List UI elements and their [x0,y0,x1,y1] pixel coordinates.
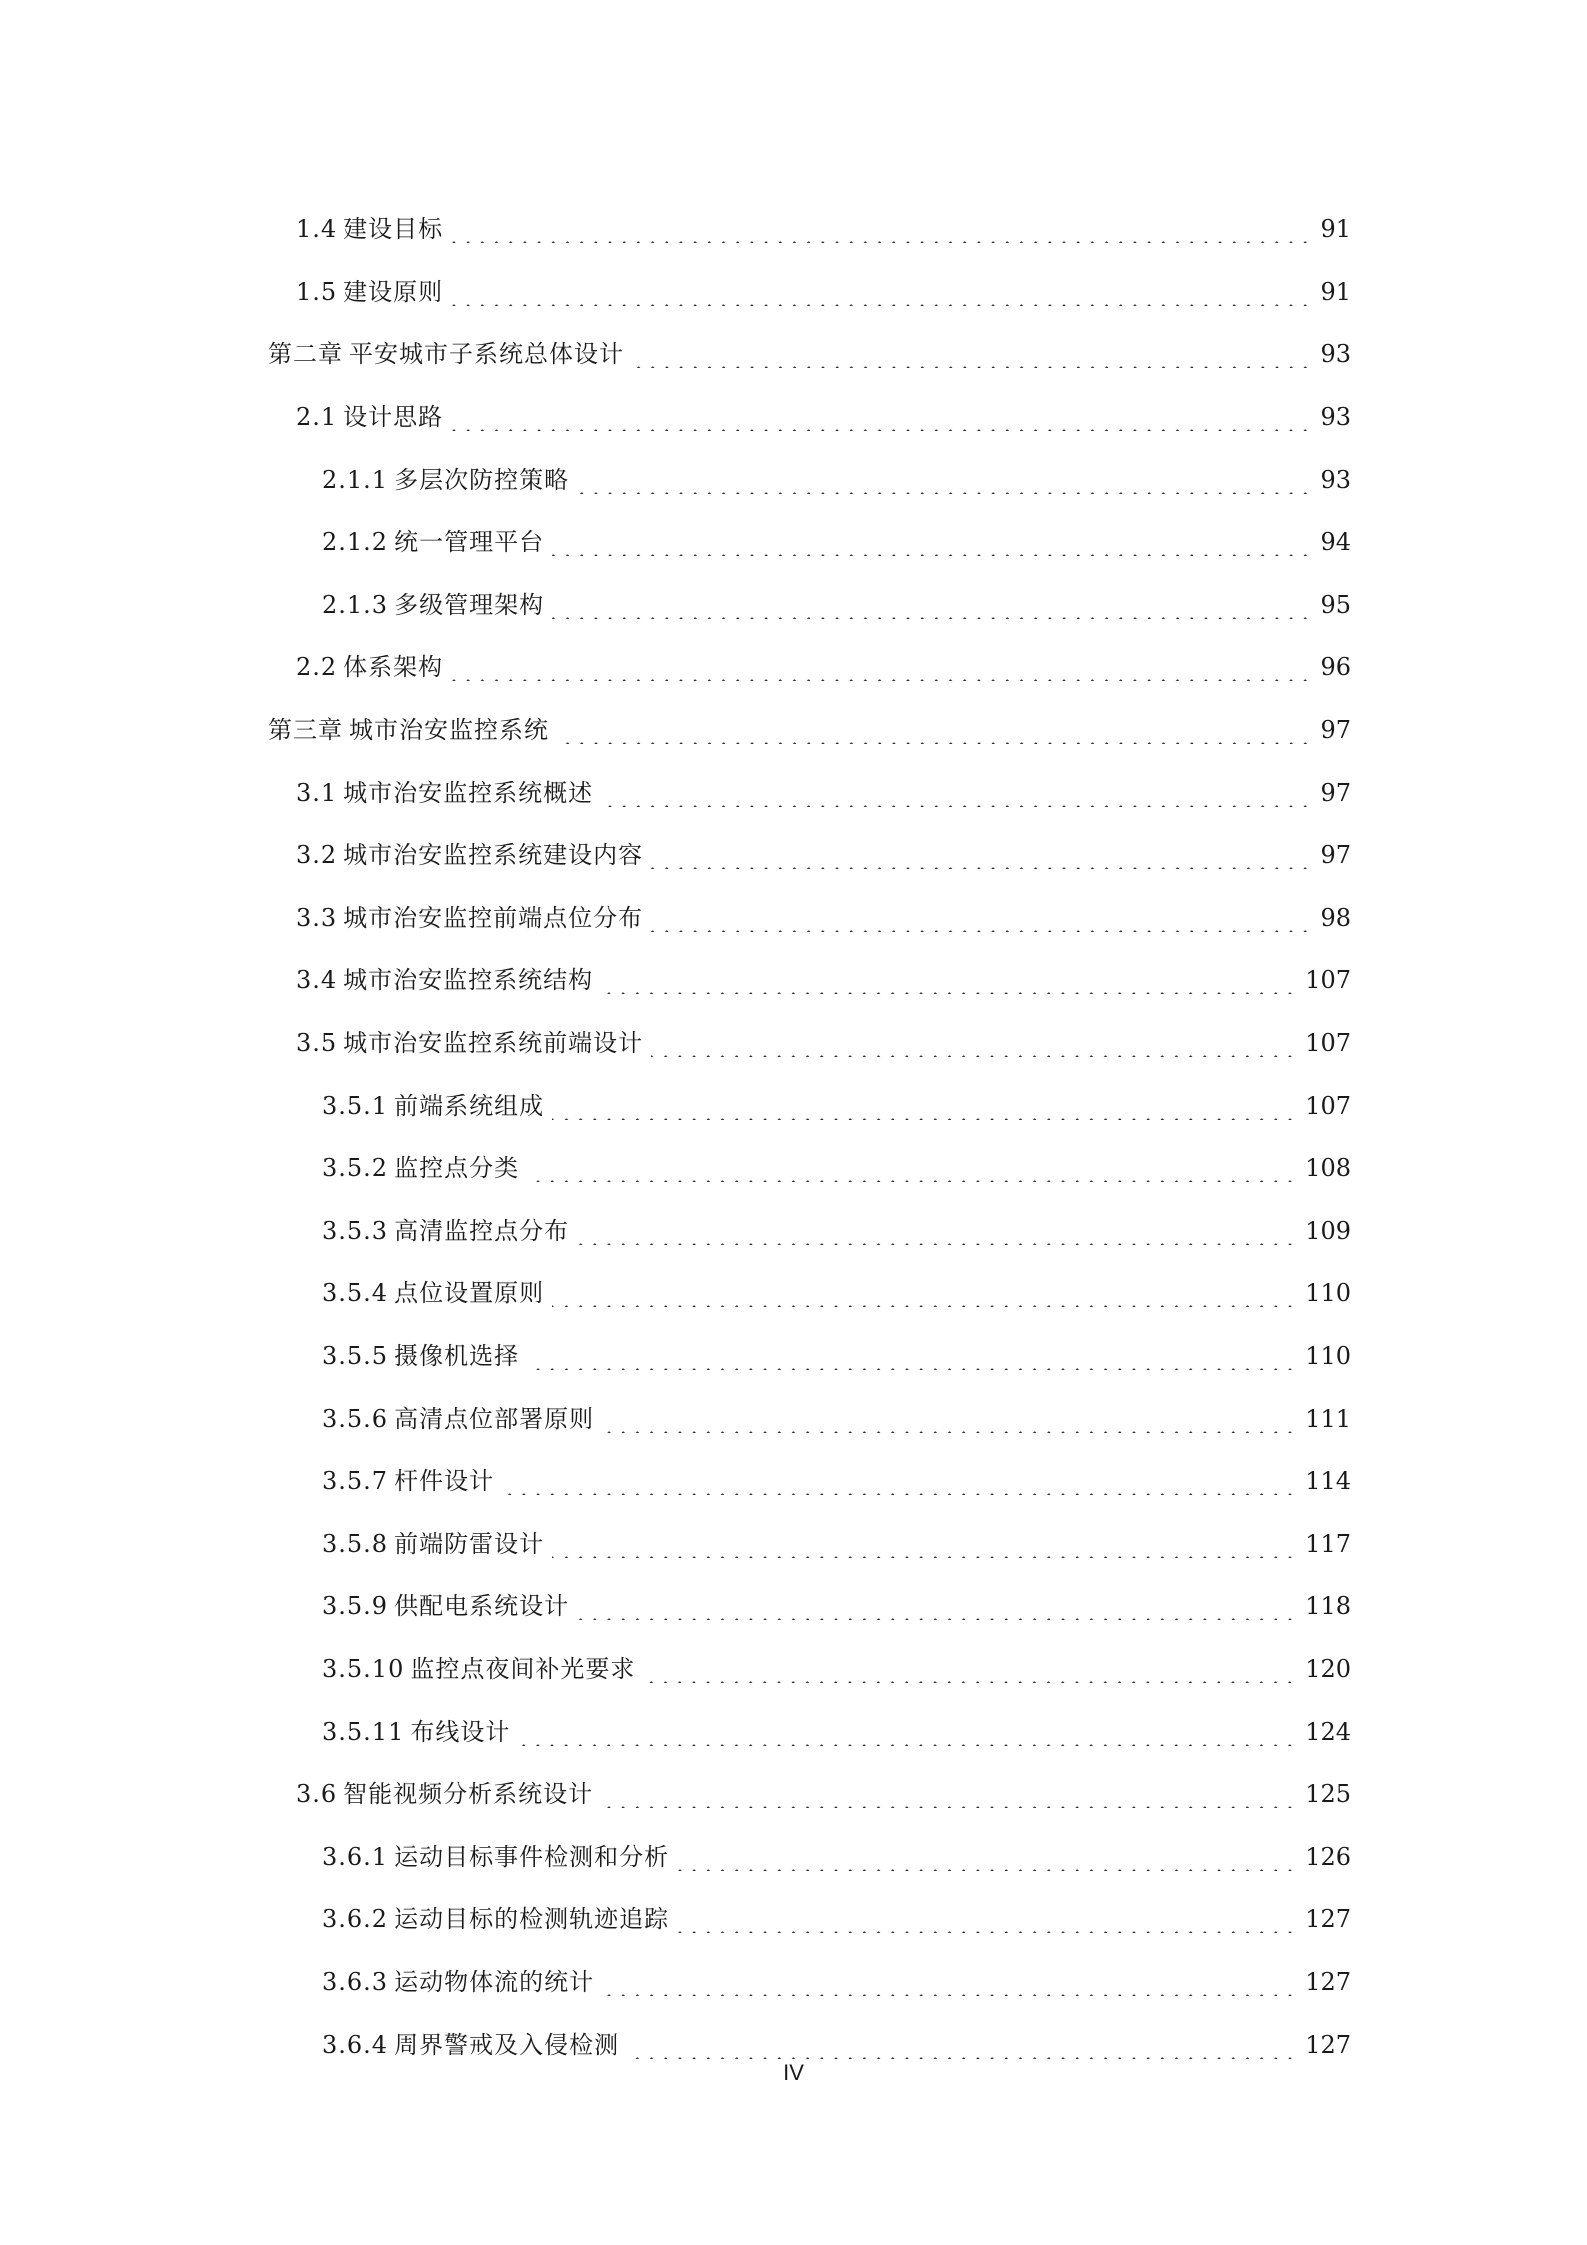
toc-entry[interactable] [0,1575,1587,1638]
toc-entry[interactable] [0,1763,1587,1826]
toc-entry[interactable] [0,699,1587,762]
toc-entry-text: 多级管理架构 [394,590,545,619]
toc-page-number: 125 [1305,1780,1351,1809]
toc-dot-leader [557,724,1312,744]
toc-entry-title [322,1967,594,1997]
toc-entry-number: 3.6.2 [322,1905,389,1934]
toc-entry-text: 监控点夜间补光要求 [410,1654,636,1683]
toc-entry-text: 周界警戒及入侵检测 [394,2030,620,2059]
toc-entry-title [296,965,593,995]
toc-dot-leader [527,1350,1297,1370]
toc-page-number: 118 [1305,1592,1351,1621]
toc-page-number: 127 [1305,1905,1351,1934]
toc-entry-title [322,465,569,495]
toc-entry-number: 3.5.5 [322,1341,389,1370]
toc-entry-number: 3.2 [296,841,338,870]
toc-entry-title [322,1904,669,1934]
toc-entry-title [296,840,643,870]
toc-entry-text: 运动目标的检测轨迹追踪 [394,1905,670,1934]
toc-entry-title [322,1278,544,1308]
toc-page-number: 107 [1305,1029,1351,1058]
toc-entry[interactable] [0,1450,1587,1513]
toc-dot-leader [451,411,1312,431]
toc-page-number: 98 [1320,903,1351,932]
toc-dot-leader [602,1413,1297,1433]
toc-page-number: 127 [1305,1967,1351,1996]
toc-entry-title [322,1529,544,1559]
toc-entry-number: 3.5.9 [322,1592,389,1621]
toc-entry-title [322,1153,519,1183]
toc-page-number: 94 [1320,528,1351,557]
toc-page-number: 124 [1305,1717,1351,1746]
toc-entry-number: 2.2 [296,653,338,682]
toc-dot-leader [651,912,1312,932]
toc-entry-title [296,214,443,244]
toc-dot-leader [651,1037,1297,1057]
toc-dot-leader [577,1225,1297,1245]
toc-entry[interactable] [0,1700,1587,1763]
toc-dot-leader [577,474,1312,494]
toc-entry-title [322,1216,569,1246]
toc-dot-leader [651,849,1312,869]
toc-entry-number: 2.1.3 [322,590,389,619]
toc-entry[interactable] [0,1137,1587,1200]
toc-entry[interactable] [0,1638,1587,1701]
toc-page-number: 107 [1305,966,1351,995]
toc-entry-number: 1.4 [296,215,338,244]
toc-entry-title [268,715,549,745]
toc-entry-title [322,1591,569,1621]
toc-page-number: 96 [1320,653,1351,682]
toc-page-number: 93 [1320,465,1351,494]
toc-entry-number: 第二章 [268,340,343,369]
toc-entry-title [268,339,624,369]
toc-entry-number: 3.5.1 [322,1091,389,1120]
toc-entry-number: 2.1.1 [322,465,389,494]
toc-dot-leader [451,223,1312,243]
toc-entry-text: 前端防雷设计 [394,1529,545,1558]
toc-entry-number: 3.3 [296,903,338,932]
toc-entry-text: 布线设计 [410,1717,511,1746]
toc-entry-text: 运动目标事件检测和分析 [394,1842,670,1871]
toc-entry[interactable] [0,1012,1587,1075]
toc-entry-text: 智能视频分析系统设计 [343,1780,594,1809]
toc-dot-leader [451,661,1312,681]
toc-entry-text: 设计思路 [343,403,444,432]
toc-entry-number: 第三章 [268,716,343,745]
toc-entry-text: 摄像机选择 [394,1341,520,1370]
toc-entry-number: 2.1.2 [322,528,389,557]
toc-entry-number: 3.1 [296,778,338,807]
toc-entry-text: 供配电系统设计 [394,1592,570,1621]
toc-entry-title [322,2030,619,2060]
toc-entry-text: 建设目标 [343,215,444,244]
toc-entry-title [296,778,593,808]
toc-entry-title [322,1842,669,1872]
toc-page-number: 91 [1320,277,1351,306]
toc-entry-number: 3.5.3 [322,1216,389,1245]
toc-page-number: 97 [1320,716,1351,745]
toc-entry-title [296,903,643,933]
toc-entry-title [322,527,544,557]
toc-dot-leader [552,1287,1297,1307]
toc-dot-leader [518,1726,1297,1746]
toc-entry[interactable] [0,949,1587,1012]
toc-entry-text: 监控点分类 [394,1154,520,1183]
toc-entry-number: 3.5.6 [322,1404,389,1433]
toc-page-number: 93 [1320,340,1351,369]
toc-entry-text: 城市治安监控系统 [349,716,549,745]
toc-entry-title [322,1404,594,1434]
toc-dot-leader [601,974,1297,994]
toc-dot-leader [601,787,1312,807]
toc-entry-text: 城市治安监控前端点位分布 [343,903,644,932]
toc-dot-leader [527,1162,1297,1182]
toc-entry-text: 统一管理平台 [394,528,545,557]
toc-entry[interactable] [0,824,1587,887]
toc-entry-title [322,1717,510,1747]
toc-page-number: 110 [1305,1341,1351,1370]
toc-entry-title [296,402,443,432]
toc-page-number: 97 [1320,841,1351,870]
toc-page-number: 95 [1320,590,1351,619]
toc-entry-number: 3.5.4 [322,1279,389,1308]
toc-entry-title [322,1654,635,1684]
toc-page-number: 97 [1320,778,1351,807]
toc-dot-leader [552,1100,1297,1120]
toc-entry[interactable] [0,198,1587,261]
toc-entry[interactable] [0,261,1587,324]
toc-entry-number: 3.5 [296,1029,338,1058]
toc-entry-text: 高清点位部署原则 [394,1404,595,1433]
toc-dot-leader [602,1976,1297,1996]
toc-entry[interactable] [0,1387,1587,1450]
toc-entry[interactable] [0,761,1587,824]
toc-entry-text: 平安城市子系统总体设计 [349,340,624,369]
toc-entry-number: 3.6 [296,1780,338,1809]
toc-entry[interactable] [0,1888,1587,1951]
toc-page-number: 109 [1305,1216,1351,1245]
page-number: IV [783,2060,804,2085]
toc-entry-text: 多层次防控策略 [394,465,570,494]
toc-dot-leader [502,1475,1297,1495]
toc-entry[interactable] [0,1200,1587,1263]
toc-dot-leader [552,536,1312,556]
toc-entry-text: 建设原则 [343,277,444,306]
toc-entry-title [322,1466,494,1496]
toc-entry-title [296,1028,643,1058]
toc-entry-title [322,1341,519,1371]
toc-entry-text: 城市治安监控系统建设内容 [343,841,644,870]
toc-entry-title [322,1091,544,1121]
toc-entry-text: 前端系统组成 [394,1091,545,1120]
toc-entry[interactable] [0,1825,1587,1888]
toc-page-number: 111 [1305,1404,1351,1433]
toc-entry-title [296,277,443,307]
toc-page-number: 108 [1305,1154,1351,1183]
toc-entry-text: 城市治安监控系统前端设计 [343,1029,644,1058]
toc-dot-leader [677,1851,1297,1871]
toc-dot-leader [451,286,1312,306]
toc-entry[interactable] [0,323,1587,386]
toc-entry-number: 3.5.8 [322,1529,389,1558]
toc-entry-title [296,1779,593,1809]
toc-entry-number: 3.5.10 [322,1654,405,1683]
toc-entry-text: 城市治安监控系统概述 [343,778,594,807]
toc-entry[interactable] [0,574,1587,637]
toc-page-number: 120 [1305,1654,1351,1683]
toc-entry[interactable] [0,887,1587,950]
toc-entry-number: 3.5.2 [322,1154,389,1183]
toc-dot-leader [677,1913,1297,1933]
toc-entry-number: 3.5.7 [322,1467,389,1496]
toc-entry-text: 运动物体流的统计 [394,1967,595,1996]
toc-entry[interactable] [0,511,1587,574]
toc-page-number: 107 [1305,1091,1351,1120]
toc-page-number: 127 [1305,2030,1351,2059]
toc-dot-leader [577,1600,1297,1620]
toc-entry-text: 城市治安监控系统结构 [343,966,594,995]
toc-entry[interactable] [0,636,1587,699]
toc-entry[interactable] [0,1512,1587,1575]
toc-entry-text: 点位设置原则 [394,1279,545,1308]
toc-entry-number: 3.6.1 [322,1842,389,1871]
table-of-contents [0,198,1587,2076]
toc-dot-leader [632,348,1312,368]
toc-entry-text: 高清监控点分布 [394,1216,570,1245]
toc-dot-leader [627,2039,1297,2059]
toc-entry-title [296,652,443,682]
toc-page-number: 114 [1305,1467,1351,1496]
toc-entry-text: 体系架构 [343,653,444,682]
toc-entry-number: 3.6.4 [322,2030,389,2059]
toc-entry[interactable] [0,1262,1587,1325]
toc-entry-number: 1.5 [296,277,338,306]
toc-dot-leader [552,1538,1297,1558]
toc-dot-leader [601,1788,1297,1808]
toc-page-number: 126 [1305,1842,1351,1871]
toc-page-number: 117 [1305,1529,1351,1558]
toc-entry-number: 2.1 [296,403,338,432]
toc-entry-number: 3.4 [296,966,338,995]
toc-entry[interactable] [0,1074,1587,1137]
toc-entry[interactable] [0,1951,1587,2014]
toc-page-number: 91 [1320,215,1351,244]
toc-page-number: 110 [1305,1279,1351,1308]
toc-dot-leader [643,1663,1297,1683]
toc-entry[interactable] [0,386,1587,449]
toc-entry-number: 3.6.3 [322,1967,389,1996]
toc-entry[interactable] [0,1325,1587,1388]
toc-entry[interactable] [0,448,1587,511]
toc-dot-leader [552,599,1312,619]
toc-entry-title [322,590,544,620]
toc-entry-number: 3.5.11 [322,1717,405,1746]
toc-page-number: 93 [1320,403,1351,432]
toc-entry-text: 杆件设计 [394,1467,495,1496]
